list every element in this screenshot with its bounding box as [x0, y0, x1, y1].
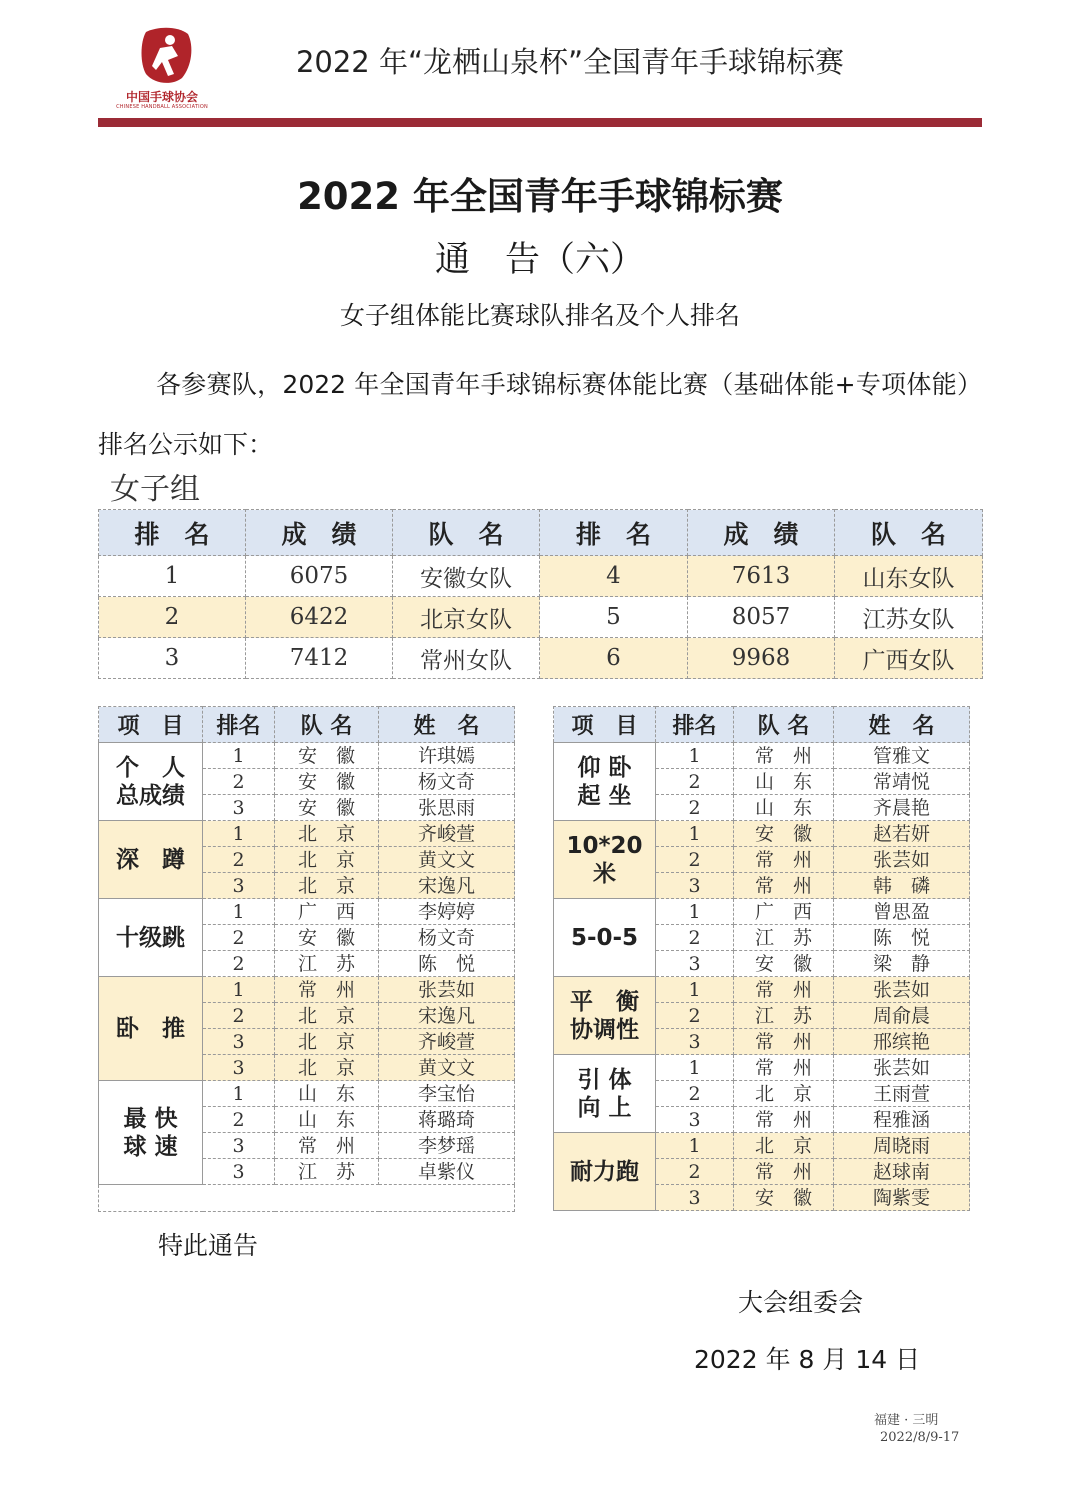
notice-subtitle: 女子组体能比赛球队排名及个人排名 — [339, 301, 740, 330]
section-label: 女子组 — [110, 472, 200, 507]
team-cell: 常 州 — [275, 977, 379, 1003]
event-cell: 5-0-5 — [554, 899, 656, 977]
header-title: 2022 年“龙栖山泉杯”全国青年手球锦标赛 — [295, 45, 845, 79]
score-cell: 7412 — [246, 638, 393, 679]
table-row — [99, 597, 983, 638]
rank-cell: 3 — [203, 873, 275, 899]
athlete-name-cell: 李婷婷 — [379, 899, 515, 925]
athlete-name-cell: 蒋璐琦 — [379, 1107, 515, 1133]
rank-cell: 2 — [203, 925, 275, 951]
team-cell: 安徽女队 — [393, 556, 540, 597]
rank-cell: 3 — [656, 1107, 734, 1133]
athlete-name-cell: 齐晨艳 — [834, 795, 970, 821]
team-cell: 北 京 — [275, 847, 379, 873]
handball-player-icon — [138, 26, 194, 86]
athlete-name-cell: 齐峻萱 — [379, 1029, 515, 1055]
team-cell: 常 州 — [734, 847, 834, 873]
athlete-name-cell: 赵若妍 — [834, 821, 970, 847]
header-rank: 排名 — [203, 707, 275, 743]
team-cell: 广 西 — [275, 899, 379, 925]
header-team: 队 名 — [734, 707, 834, 743]
score-cell: 6422 — [246, 597, 393, 638]
header-rank: 排 名 — [99, 510, 246, 556]
table-row — [99, 977, 515, 1003]
notice-title: 通 告（六） — [434, 240, 645, 280]
team-cell: 北京女队 — [393, 597, 540, 638]
event-cell: 最 快 球 速 — [99, 1081, 203, 1185]
athlete-name-cell: 常靖悦 — [834, 769, 970, 795]
individual-ranking-table-right — [553, 706, 970, 1211]
athlete-name-cell: 张芸如 — [834, 1055, 970, 1081]
rank-cell: 1 — [203, 821, 275, 847]
rank-cell: 2 — [656, 925, 734, 951]
rank-cell: 2 — [656, 847, 734, 873]
rank-cell: 1 — [203, 899, 275, 925]
rank-cell: 1 — [656, 821, 734, 847]
rank-cell: 2 — [203, 769, 275, 795]
rank-cell: 3 — [656, 873, 734, 899]
logo-text: 中国手球协会 — [125, 90, 198, 104]
team-cell: 江苏女队 — [835, 597, 983, 638]
team-cell: 广西女队 — [835, 638, 983, 679]
team-cell: 安 徽 — [275, 795, 379, 821]
team-cell: 安 徽 — [734, 951, 834, 977]
athlete-name-cell: 卓紫仪 — [379, 1159, 515, 1185]
table-row — [99, 638, 983, 679]
rank-cell: 3 — [203, 1029, 275, 1055]
team-cell: 江 苏 — [275, 951, 379, 977]
athlete-name-cell: 黄文文 — [379, 1055, 515, 1081]
rank-cell: 4 — [540, 556, 688, 597]
table-row — [554, 1133, 970, 1159]
athlete-name-cell: 张芸如 — [379, 977, 515, 1003]
event-cell: 卧 推 — [99, 977, 203, 1081]
team-cell: 山 东 — [734, 769, 834, 795]
team-cell: 北 京 — [734, 1133, 834, 1159]
rank-cell: 1 — [203, 977, 275, 1003]
athlete-name-cell: 李梦瑶 — [379, 1133, 515, 1159]
association-logo — [112, 26, 212, 118]
organizer-signature: 大会组委会 — [738, 1288, 864, 1317]
team-cell: 常 州 — [734, 1029, 834, 1055]
team-cell: 山 东 — [275, 1081, 379, 1107]
event-cell: 10*20 米 — [554, 821, 656, 899]
rank-cell: 1 — [203, 743, 275, 769]
individual-table-header — [554, 707, 970, 743]
team-cell: 山 东 — [275, 1107, 379, 1133]
team-cell: 常 州 — [734, 873, 834, 899]
rank-cell: 2 — [203, 847, 275, 873]
rank-cell: 1 — [656, 1133, 734, 1159]
rank-cell: 2 — [656, 795, 734, 821]
rank-cell: 2 — [203, 951, 275, 977]
team-cell: 常 州 — [734, 743, 834, 769]
team-cell: 山东女队 — [835, 556, 983, 597]
rank-cell: 3 — [203, 1055, 275, 1081]
event-cell: 十级跳 — [99, 899, 203, 977]
score-cell: 7613 — [688, 556, 835, 597]
rank-cell: 6 — [540, 638, 688, 679]
rank-cell: 1 — [99, 556, 246, 597]
header-name: 姓 名 — [834, 707, 970, 743]
athlete-name-cell: 韩 磷 — [834, 873, 970, 899]
athlete-name-cell: 周晓雨 — [834, 1133, 970, 1159]
rank-cell: 2 — [656, 1081, 734, 1107]
header-team: 队 名 — [275, 707, 379, 743]
team-cell: 北 京 — [275, 821, 379, 847]
individual-table-header — [99, 707, 515, 743]
table-row — [99, 1081, 515, 1107]
rank-cell: 2 — [99, 597, 246, 638]
event-cell: 仰 卧 起 坐 — [554, 743, 656, 821]
rank-cell: 1 — [203, 1081, 275, 1107]
athlete-name-cell: 黄文文 — [379, 847, 515, 873]
venue-dates: 2022/8/9-17 — [880, 1430, 960, 1445]
table-row — [99, 743, 515, 769]
rank-cell: 3 — [203, 1133, 275, 1159]
table-row — [554, 899, 970, 925]
rank-cell: 3 — [203, 1159, 275, 1185]
score-cell: 6075 — [246, 556, 393, 597]
team-cell: 安 徽 — [734, 1185, 834, 1211]
rank-cell: 2 — [656, 1159, 734, 1185]
athlete-name-cell: 赵球南 — [834, 1159, 970, 1185]
header-score: 成 绩 — [246, 510, 393, 556]
event-cell: 深 蹲 — [99, 821, 203, 899]
rank-cell: 3 — [656, 1185, 734, 1211]
table-row — [99, 821, 515, 847]
rank-cell: 2 — [203, 1107, 275, 1133]
event-cell: 个 人 总成绩 — [99, 743, 203, 821]
event-cell: 平 衡 协调性 — [554, 977, 656, 1055]
header-event: 项 目 — [554, 707, 656, 743]
header-rank: 排 名 — [540, 510, 688, 556]
table-row — [554, 977, 970, 1003]
athlete-name-cell: 齐峻萱 — [379, 821, 515, 847]
rank-cell: 1 — [656, 977, 734, 1003]
header-divider — [98, 118, 982, 127]
athlete-name-cell: 李宝怡 — [379, 1081, 515, 1107]
rank-cell: 2 — [656, 1003, 734, 1029]
event-cell: 引 体 向 上 — [554, 1055, 656, 1133]
header-event: 项 目 — [99, 707, 203, 743]
empty-row — [99, 1185, 515, 1212]
athlete-name-cell: 陈 悦 — [834, 925, 970, 951]
header-score: 成 绩 — [688, 510, 835, 556]
athlete-name-cell: 张芸如 — [834, 977, 970, 1003]
table-row — [554, 821, 970, 847]
athlete-name-cell: 杨文奇 — [379, 925, 515, 951]
athlete-name-cell: 周俞晨 — [834, 1003, 970, 1029]
team-cell: 常 州 — [734, 1055, 834, 1081]
athlete-name-cell: 许琪嫣 — [379, 743, 515, 769]
table-row — [554, 1055, 970, 1081]
rank-cell: 1 — [656, 899, 734, 925]
team-cell: 北 京 — [275, 1055, 379, 1081]
rank-cell: 3 — [99, 638, 246, 679]
athlete-name-cell: 梁 静 — [834, 951, 970, 977]
team-cell: 北 京 — [275, 873, 379, 899]
team-cell: 安 徽 — [275, 743, 379, 769]
team-cell: 山 东 — [734, 795, 834, 821]
intro-paragraph: 各参赛队，2022 年全国青年手球锦标赛体能比赛（基础体能+专项体能）排名公示如下： — [98, 370, 982, 459]
team-cell: 北 京 — [275, 1003, 379, 1029]
event-cell: 耐力跑 — [554, 1133, 656, 1211]
header-name: 姓 名 — [379, 707, 515, 743]
notice-date: 2022 年 8 月 14 日 — [694, 1345, 921, 1374]
athlete-name-cell: 程雅涵 — [834, 1107, 970, 1133]
team-cell: 北 京 — [275, 1029, 379, 1055]
team-cell: 常州女队 — [393, 638, 540, 679]
team-cell: 常 州 — [734, 1159, 834, 1185]
team-cell: 常 州 — [734, 1107, 834, 1133]
team-ranking-table — [98, 509, 983, 679]
page-title: 2022 年全国青年手球锦标赛 — [297, 175, 783, 218]
rank-cell: 1 — [656, 1055, 734, 1081]
team-cell: 江 苏 — [734, 925, 834, 951]
individual-ranking-table-left — [98, 706, 515, 1212]
team-table-header — [99, 510, 983, 556]
venue-text: 福建 · 三明 — [874, 1413, 939, 1428]
athlete-name-cell: 曾思盈 — [834, 899, 970, 925]
header-team: 队 名 — [835, 510, 983, 556]
team-cell: 安 徽 — [275, 769, 379, 795]
team-cell: 广 西 — [734, 899, 834, 925]
athlete-name-cell: 王雨萱 — [834, 1081, 970, 1107]
score-cell: 8057 — [688, 597, 835, 638]
closing-text: 特此通告 — [158, 1231, 259, 1260]
table-row — [99, 899, 515, 925]
rank-cell: 5 — [540, 597, 688, 638]
rank-cell: 3 — [656, 951, 734, 977]
rank-cell: 2 — [656, 769, 734, 795]
table-row — [99, 556, 983, 597]
athlete-name-cell: 陶紫雯 — [834, 1185, 970, 1211]
athlete-name-cell: 杨文奇 — [379, 769, 515, 795]
athlete-name-cell: 陈 悦 — [379, 951, 515, 977]
rank-cell: 2 — [203, 1003, 275, 1029]
logo-subtext: CHINESE HANDBALL ASSOCIATION — [116, 104, 208, 110]
team-cell: 江 苏 — [275, 1159, 379, 1185]
table-row — [554, 743, 970, 769]
empty-cell — [99, 1185, 515, 1212]
header-rank: 排名 — [656, 707, 734, 743]
team-cell: 北 京 — [734, 1081, 834, 1107]
team-cell: 常 州 — [734, 977, 834, 1003]
rank-cell: 1 — [656, 743, 734, 769]
header-team: 队 名 — [393, 510, 540, 556]
athlete-name-cell: 张芸如 — [834, 847, 970, 873]
rank-cell: 3 — [656, 1029, 734, 1055]
team-cell: 常 州 — [275, 1133, 379, 1159]
team-cell: 江 苏 — [734, 1003, 834, 1029]
athlete-name-cell: 张思雨 — [379, 795, 515, 821]
score-cell: 9968 — [688, 638, 835, 679]
athlete-name-cell: 邢缤艳 — [834, 1029, 970, 1055]
athlete-name-cell: 管雅文 — [834, 743, 970, 769]
athlete-name-cell: 宋逸凡 — [379, 1003, 515, 1029]
team-cell: 安 徽 — [734, 821, 834, 847]
athlete-name-cell: 宋逸凡 — [379, 873, 515, 899]
team-cell: 安 徽 — [275, 925, 379, 951]
rank-cell: 3 — [203, 795, 275, 821]
